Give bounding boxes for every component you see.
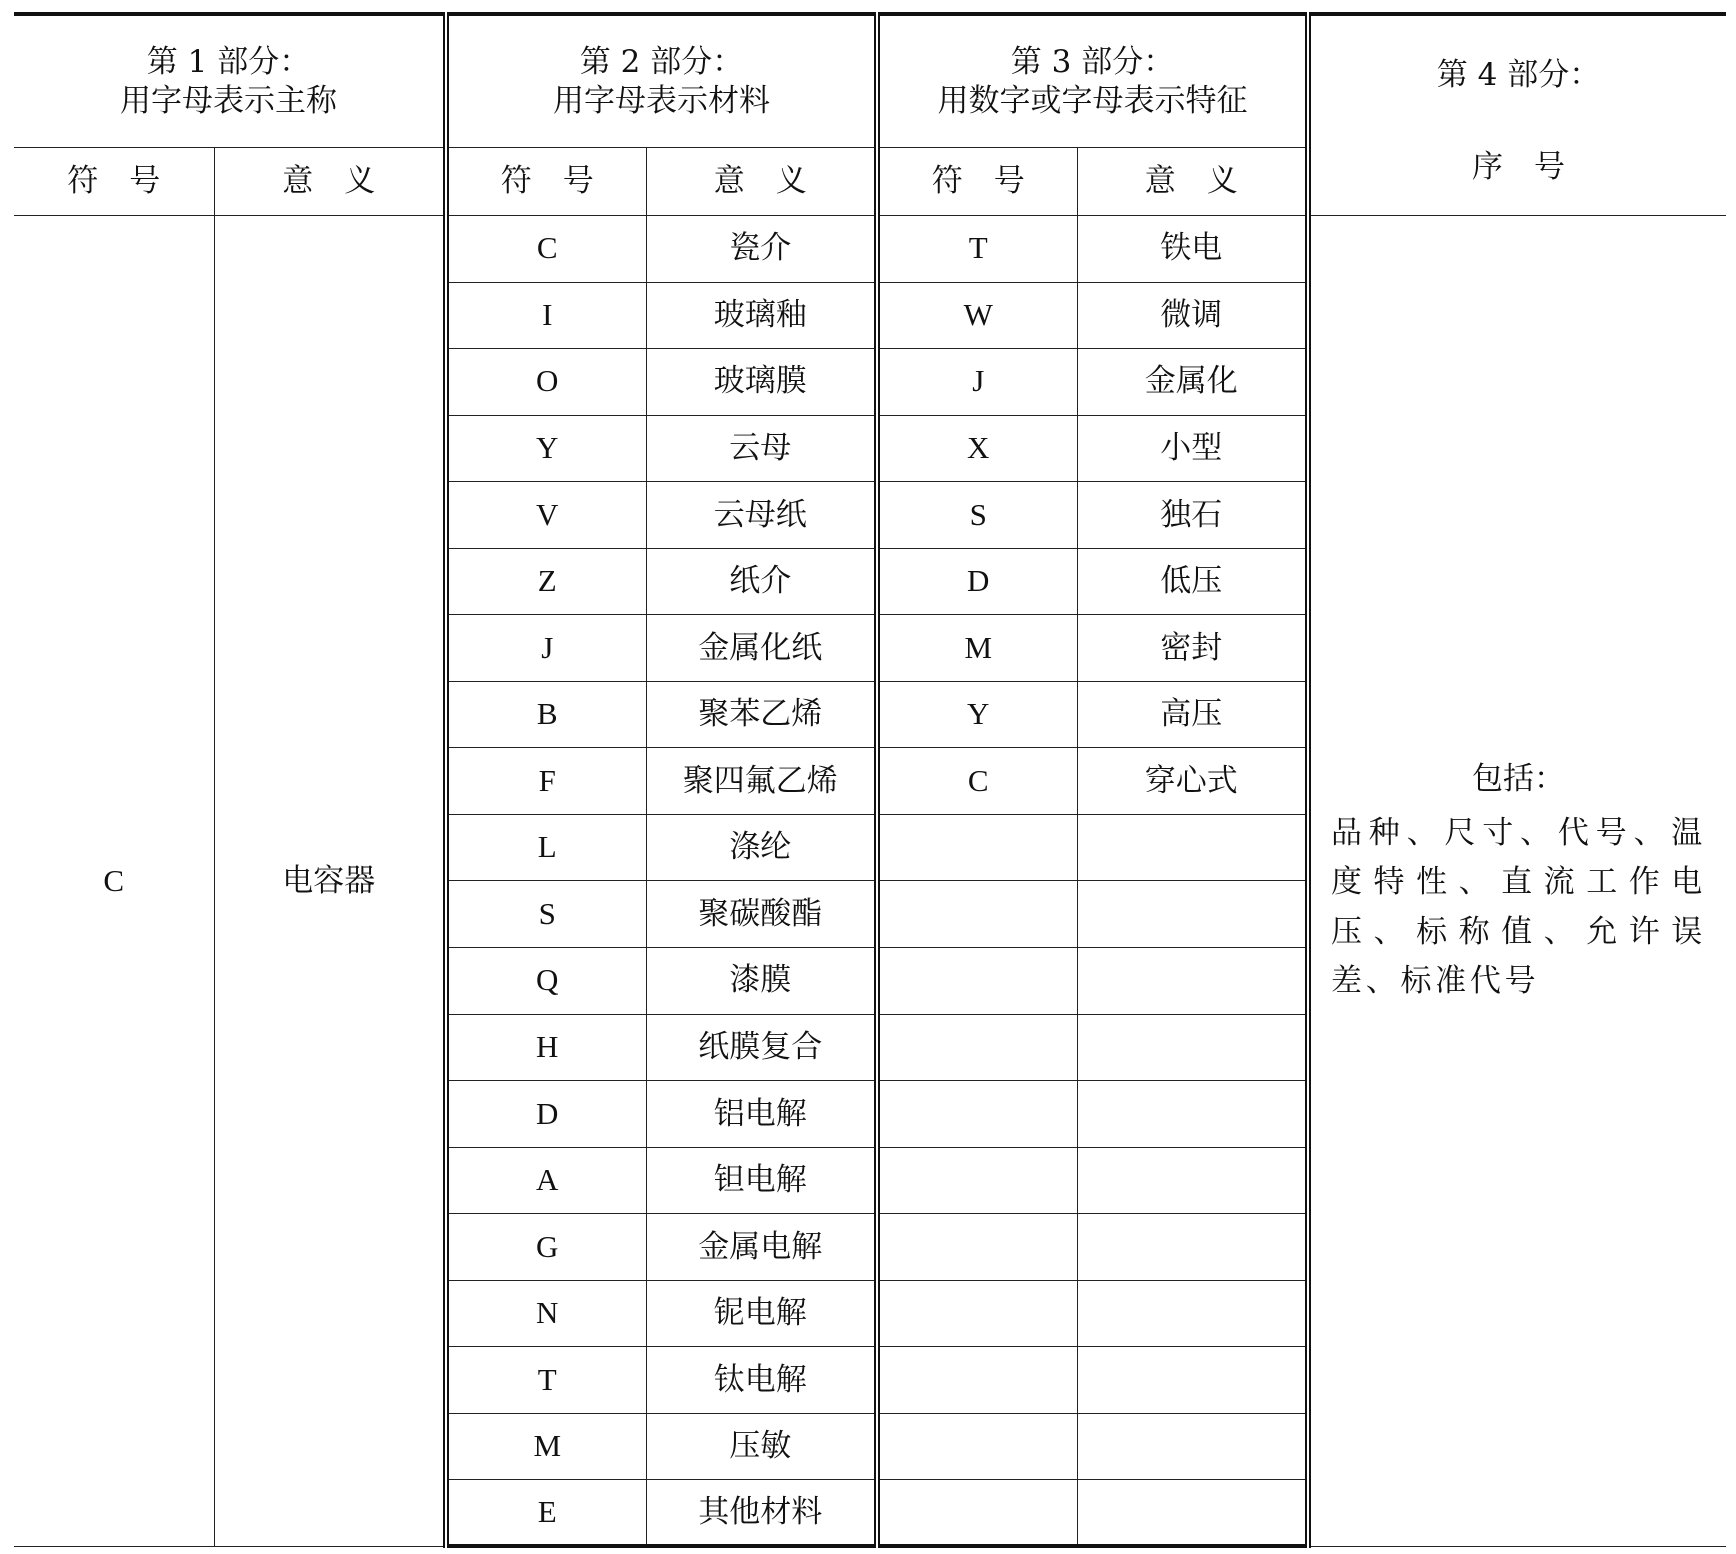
part2-meaning-cell: 聚碳酸酯 (646, 881, 877, 948)
part3-meaning-cell (1077, 1147, 1308, 1214)
part2-symbol-cell: A (446, 1147, 646, 1214)
part3-symbol-cell (877, 1280, 1077, 1347)
part3-meaning-cell (1077, 948, 1308, 1015)
part3-symbol-cell: M (877, 615, 1077, 682)
part-title-row (14, 14, 1726, 148)
part2-meaning-cell: 纸介 (646, 548, 877, 615)
part4-body-cell (1308, 216, 1726, 1547)
part4-title: 第 4 部分： (1436, 57, 1601, 93)
part3-symbol-cell: D (877, 548, 1077, 615)
part3-title: 第 3 部分： (1010, 43, 1175, 80)
part3-meaning-cell: 小型 (1077, 415, 1308, 482)
part3-symbol-header: 符 号 (877, 148, 1077, 216)
part3-meaning-cell: 高压 (1077, 681, 1308, 748)
part3-symbol-cell (877, 1480, 1077, 1547)
part2-meaning-cell: 云母 (646, 415, 877, 482)
part3-meaning-cell (1077, 1214, 1308, 1281)
part3-symbol-cell (877, 1214, 1077, 1281)
part1-subtitle: 用字母表示主称 (120, 82, 337, 119)
part3-symbol-cell: Y (877, 681, 1077, 748)
part2-meaning-cell: 涤纶 (646, 814, 877, 881)
part2-symbol-cell: B (446, 681, 646, 748)
part3-symbol-cell (877, 881, 1077, 948)
part2-symbol-cell: J (446, 615, 646, 682)
part2-meaning-cell: 其他材料 (646, 1480, 877, 1547)
part2-meaning-cell: 金属电解 (646, 1214, 877, 1281)
part2-symbol-cell: O (446, 349, 646, 416)
part2-meaning-cell: 铝电解 (646, 1081, 877, 1148)
part2-symbol-cell: V (446, 482, 646, 549)
part3-meaning-cell: 金属化 (1077, 349, 1308, 416)
part2-meaning-cell: 聚苯乙烯 (646, 681, 877, 748)
part2-symbol-cell: F (446, 748, 646, 815)
part4-sequence-header: 序 号 (1472, 149, 1565, 185)
capacitor-code-table (14, 12, 1726, 1548)
part3-meaning-cell: 微调 (1077, 282, 1308, 349)
part2-symbol-cell: G (446, 1214, 646, 1281)
part3-meaning-header: 意 义 (1077, 148, 1308, 216)
part2-meaning-cell: 钛电解 (646, 1347, 877, 1414)
part2-symbol-cell: S (446, 881, 646, 948)
part3-meaning-cell (1077, 1413, 1308, 1480)
part2-meaning-cell: 金属化纸 (646, 615, 877, 682)
part2-symbol-cell: C (446, 216, 646, 283)
part3-symbol-cell: T (877, 216, 1077, 283)
part2-symbol-cell: T (446, 1347, 646, 1414)
part4-body-title: 包括： (1472, 760, 1565, 797)
part2-meaning-cell: 铌电解 (646, 1280, 877, 1347)
part1-meaning-cell: 电容器 (214, 216, 446, 1547)
part2-meaning-cell: 压敏 (646, 1413, 877, 1480)
part3-meaning-cell (1077, 1081, 1308, 1148)
part4-header (1308, 14, 1726, 216)
part3-meaning-cell: 穿心式 (1077, 748, 1308, 815)
part2-meaning-cell: 玻璃釉 (646, 282, 877, 349)
part2-symbol-cell: N (446, 1280, 646, 1347)
part3-meaning-cell: 密封 (1077, 615, 1308, 682)
part2-symbol-cell: M (446, 1413, 646, 1480)
part2-symbol-cell: I (446, 282, 646, 349)
part2-symbol-header: 符 号 (446, 148, 646, 216)
part3-symbol-cell (877, 948, 1077, 1015)
part2-symbol-cell: D (446, 1081, 646, 1148)
part1-header (14, 14, 446, 148)
part3-meaning-cell (1077, 1347, 1308, 1414)
part2-meaning-cell: 纸膜复合 (646, 1014, 877, 1081)
part1-symbol-header: 符 号 (14, 148, 214, 216)
part2-symbol-cell: Z (446, 548, 646, 615)
part3-meaning-cell: 独石 (1077, 482, 1308, 549)
part3-symbol-cell (877, 1413, 1077, 1480)
part3-meaning-cell (1077, 1014, 1308, 1081)
part2-meaning-cell: 云母纸 (646, 482, 877, 549)
part3-symbol-cell: J (877, 349, 1077, 416)
part2-symbol-cell: L (446, 814, 646, 881)
part3-meaning-cell (1077, 1280, 1308, 1347)
part2-title: 第 2 部分： (579, 43, 744, 80)
part1-meaning-header: 意 义 (214, 148, 446, 216)
part2-subtitle: 用字母表示材料 (553, 82, 770, 119)
part4-body-text: 品种、尺寸、代号、温度特性、直流工作电压、标称值、允许误差、标准代号 (1331, 814, 1706, 1000)
part3-meaning-cell (1077, 1480, 1308, 1547)
part3-symbol-cell (877, 814, 1077, 881)
part3-meaning-cell: 铁电 (1077, 216, 1308, 283)
part2-symbol-cell: Q (446, 948, 646, 1015)
part2-meaning-cell: 瓷介 (646, 216, 877, 283)
part3-symbol-cell: C (877, 748, 1077, 815)
part3-symbol-cell (877, 1081, 1077, 1148)
part3-meaning-cell (1077, 814, 1308, 881)
part3-symbol-cell: W (877, 282, 1077, 349)
part2-meaning-cell: 聚四氟乙烯 (646, 748, 877, 815)
part1-title: 第 1 部分： (146, 43, 311, 80)
part2-header (446, 14, 877, 148)
part3-subtitle: 用数字或字母表示特征 (937, 82, 1248, 119)
part3-symbol-cell (877, 1147, 1077, 1214)
part3-meaning-cell (1077, 881, 1308, 948)
part2-meaning-cell: 漆膜 (646, 948, 877, 1015)
part1-symbol-cell: C (14, 216, 214, 1547)
part2-meaning-cell: 钽电解 (646, 1147, 877, 1214)
part2-symbol-cell: E (446, 1480, 646, 1547)
part3-symbol-cell (877, 1014, 1077, 1081)
part3-symbol-cell: X (877, 415, 1077, 482)
part2-symbol-cell: H (446, 1014, 646, 1081)
table-row (14, 216, 1726, 283)
part3-header (877, 14, 1308, 148)
part3-meaning-cell: 低压 (1077, 548, 1308, 615)
part2-meaning-cell: 玻璃膜 (646, 349, 877, 416)
part3-symbol-cell: S (877, 482, 1077, 549)
part3-symbol-cell (877, 1347, 1077, 1414)
part2-symbol-cell: Y (446, 415, 646, 482)
part2-meaning-header: 意 义 (646, 148, 877, 216)
